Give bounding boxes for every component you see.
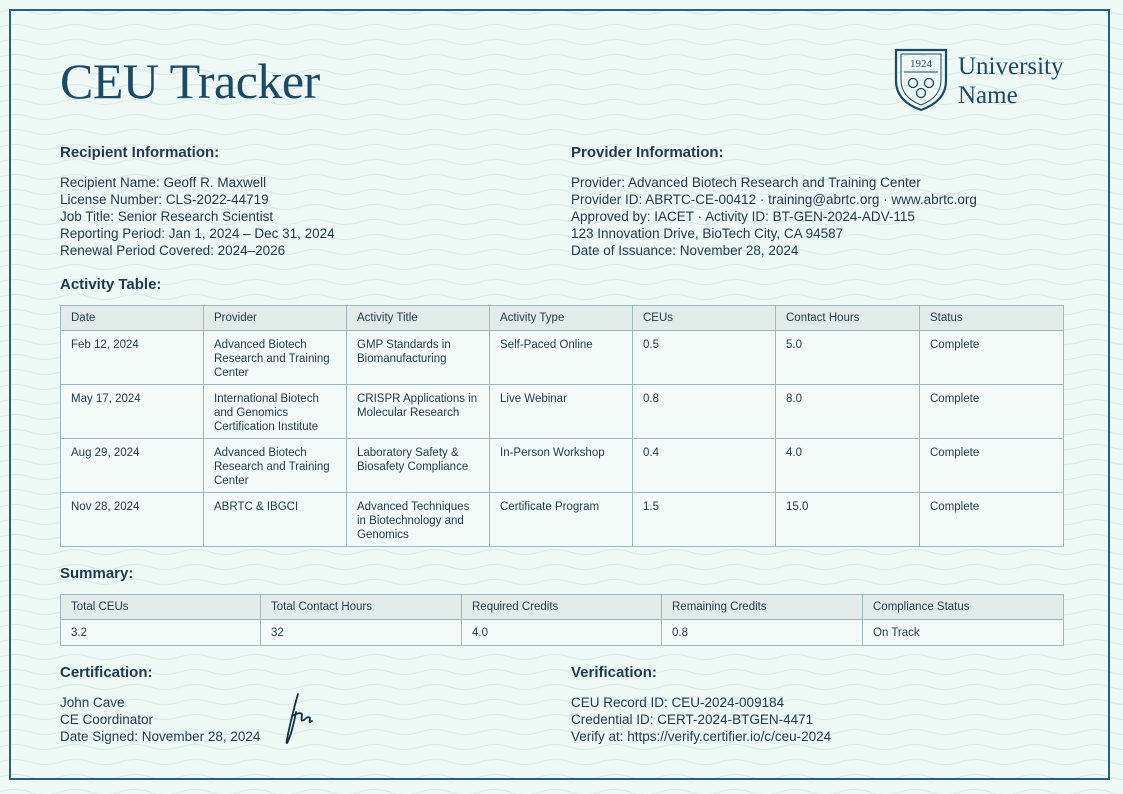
- university-year: 1924: [910, 58, 932, 70]
- university-name: [958, 52, 1078, 110]
- date-of-issuance: Date of Issuance: November 28, 2024: [571, 243, 799, 258]
- cell-activity-type: Self-Paced Online: [490, 331, 633, 385]
- activity-table: [60, 305, 1064, 547]
- summary-row: [61, 620, 1064, 646]
- cell-status: Complete: [920, 385, 1064, 439]
- cell-ceus: 0.5: [633, 331, 776, 385]
- signer-name: John Cave: [60, 695, 125, 710]
- remaining-credits-value: 0.8: [662, 620, 863, 646]
- cell-contact-hours: 5.0: [776, 331, 920, 385]
- summary-table: [60, 594, 1064, 646]
- signer-title: CE Coordinator: [60, 712, 154, 727]
- approved-by: Approved by: IACET · Activity ID: BT-GEN-2024-ADV-115: [571, 209, 915, 224]
- compliance-status-value: On Track: [863, 620, 1064, 646]
- signature-icon: [280, 690, 320, 746]
- cell-provider: Advanced Biotech Research and Training Center: [204, 439, 347, 493]
- col-provider: Provider: [204, 306, 347, 331]
- activity-header-row: [61, 306, 1064, 331]
- cell-ceus: 0.4: [633, 439, 776, 493]
- col-contact-hours: Contact Hours: [776, 306, 920, 331]
- cell-date: May 17, 2024: [61, 385, 204, 439]
- verify-url[interactable]: Verify at: https://verify.certifier.io/c/ceu-2024: [571, 729, 832, 744]
- cell-activity-type: Live Webinar: [490, 385, 633, 439]
- cell-status: Complete: [920, 493, 1064, 547]
- recipient-info: [60, 174, 335, 259]
- col-date: Date: [61, 306, 204, 331]
- cell-activity-type: Certificate Program: [490, 493, 633, 547]
- cell-activity-title: Laboratory Safety & Biosafety Compliance: [347, 439, 490, 493]
- col-activity-title: Activity Title: [347, 306, 490, 331]
- credential-id: Credential ID: CERT-2024-BTGEN-4471: [571, 712, 814, 727]
- certification-heading: Certification:: [60, 664, 153, 681]
- cell-contact-hours: 15.0: [776, 493, 920, 547]
- col-compliance-status: Compliance Status: [863, 595, 1064, 620]
- cell-contact-hours: 4.0: [776, 439, 920, 493]
- required-credits-value: 4.0: [462, 620, 662, 646]
- col-activity-type: Activity Type: [490, 306, 633, 331]
- verification-heading: Verification:: [571, 664, 657, 681]
- page-title: CEU Tracker: [60, 53, 320, 109]
- table-row: [61, 385, 1064, 439]
- cell-provider: Advanced Biotech Research and Training Center: [204, 331, 347, 385]
- cell-activity-title: Advanced Techniques in Biotechnology and Genomics: [347, 493, 490, 547]
- activity-heading: Activity Table:: [60, 276, 162, 293]
- cell-status: Complete: [920, 331, 1064, 385]
- cell-date: Feb 12, 2024: [61, 331, 204, 385]
- summary-heading: Summary:: [60, 565, 134, 582]
- reporting-period: Reporting Period: Jan 1, 2024 – Dec 31, 2024: [60, 226, 335, 241]
- cell-ceus: 0.8: [633, 385, 776, 439]
- col-total-contact-hours: Total Contact Hours: [261, 595, 462, 620]
- table-row: [61, 493, 1064, 547]
- cell-ceus: 1.5: [633, 493, 776, 547]
- cell-contact-hours: 8.0: [776, 385, 920, 439]
- cell-status: Complete: [920, 439, 1064, 493]
- provider-id: Provider ID: ABRTC-CE-00412 · training@abrtc.org · www.abrtc.org: [571, 192, 977, 207]
- provider-address: 123 Innovation Drive, BioTech City, CA 94587: [571, 226, 844, 241]
- provider-info: [571, 174, 977, 259]
- col-total-ceus: Total CEUs: [61, 595, 261, 620]
- license-number: License Number: CLS-2022-44719: [60, 192, 269, 207]
- table-row: [61, 331, 1064, 385]
- col-remaining-credits: Remaining Credits: [662, 595, 863, 620]
- cell-activity-type: In-Person Workshop: [490, 439, 633, 493]
- summary-header-row: [61, 595, 1064, 620]
- ceu-record-id: CEU Record ID: CEU-2024-009184: [571, 695, 785, 710]
- recipient-name: Recipient Name: Geoff R. Maxwell: [60, 175, 267, 190]
- date-signed: Date Signed: November 28, 2024: [60, 729, 261, 744]
- cell-provider: International Biotech and Genomics Certification Institute: [204, 385, 347, 439]
- university-name-line2: Name: [958, 82, 1018, 109]
- provider-name: Provider: Advanced Biotech Research and Training Center: [571, 175, 921, 190]
- verification-info: [571, 694, 831, 745]
- table-row: [61, 439, 1064, 493]
- recipient-heading: Recipient Information:: [60, 144, 220, 161]
- total-contact-hours-value: 32: [261, 620, 462, 646]
- cell-activity-title: GMP Standards in Biomanufacturing: [347, 331, 490, 385]
- col-required-credits: Required Credits: [462, 595, 662, 620]
- cell-date: Aug 29, 2024: [61, 439, 204, 493]
- col-ceus: CEUs: [633, 306, 776, 331]
- provider-heading: Provider Information:: [571, 144, 724, 161]
- col-status: Status: [920, 306, 1064, 331]
- certification-info: [60, 694, 260, 745]
- total-ceus-value: 3.2: [61, 620, 261, 646]
- job-title: Job Title: Senior Research Scientist: [60, 209, 274, 224]
- cell-provider: ABRTC & IBGCI: [204, 493, 347, 547]
- cell-activity-title: CRISPR Applications in Molecular Research: [347, 385, 490, 439]
- renewal-period: Renewal Period Covered: 2024–2026: [60, 243, 286, 258]
- cell-date: Nov 28, 2024: [61, 493, 204, 547]
- university-name-line1: University: [958, 53, 1064, 80]
